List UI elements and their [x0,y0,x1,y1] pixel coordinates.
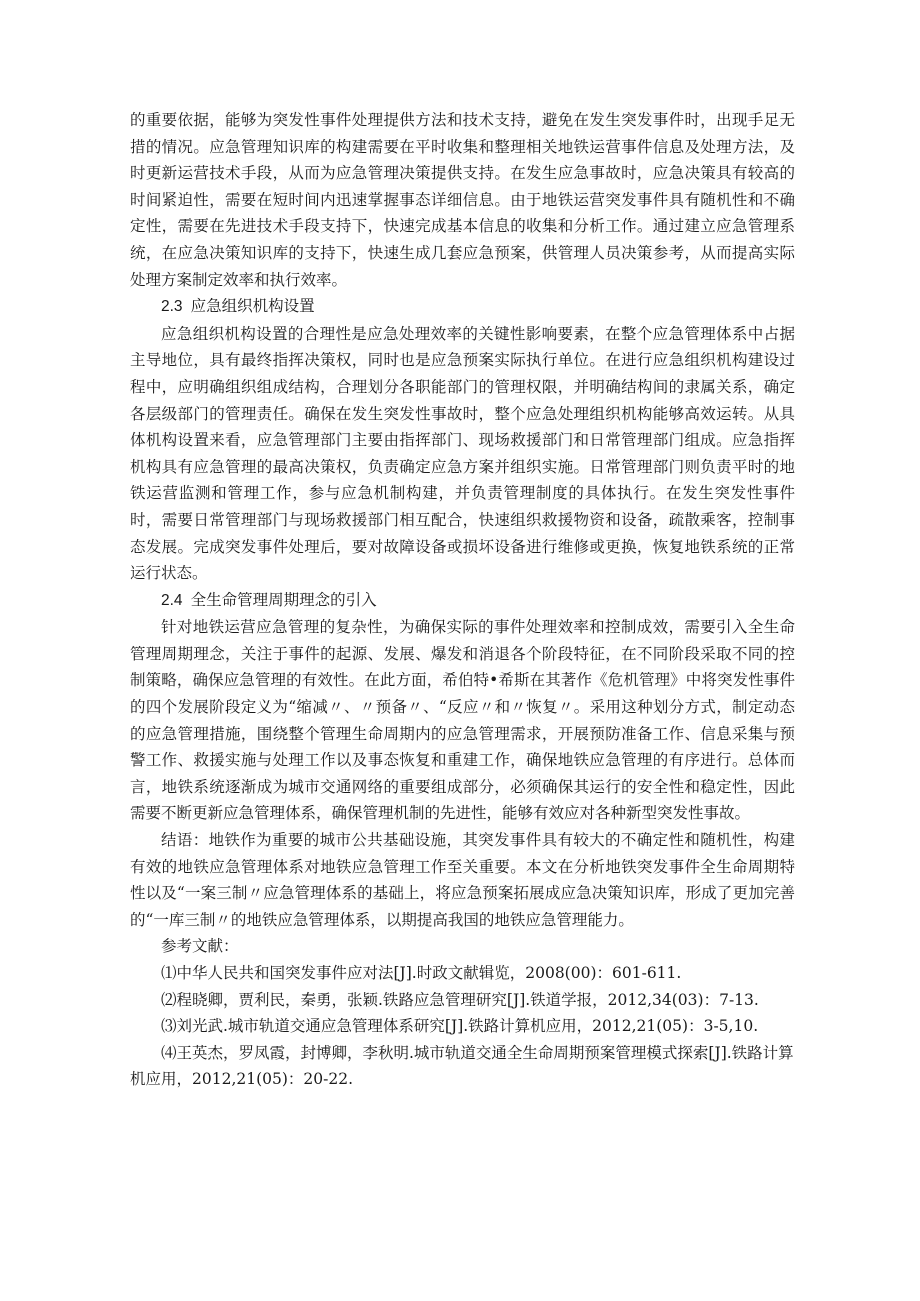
reference-list [130,960,795,1093]
section-2-4-body: 针对地铁运营应急管理的复杂性，为确保实际的事件处理效率和控制成效，需要引入全生命管理周期理念，关注于事件的起源、发展、爆发和消退各个阶段特征，在不同阶段采取不同的控制策略，确保应急管理的有效性。在此方面，希伯特•希斯在其著作《危机管理》中将突发性事件的四个发展阶段定义为“缩减〃、〃预备〃、“反应〃和〃恢复〃。采用这种划分方式，制定动态的应急管理措施，围绕整个管理生命周期内的应急管理需求，开展预防准备工作、信息采集与预警工作、救援实施与处理工作以及事态恢复和重建工作，确保地铁应急管理的有序进行。总体而言，地铁系统逐渐成为城市交通网络的重要组成部分，必须确保其运行的安全性和稳定性，因此需要不断更新应急管理体系，确保管理机制的先进性，能够有效应对各种新型突发性事故。 [130,618,795,823]
section-heading-2-4 [130,587,795,615]
section-title: 应急组织机构设置 [190,297,315,316]
section-title: 全生命管理周期理念的引入 [190,590,377,609]
reference-item: ⑶刘光武.城市轨道交通应急管理体系研究[J].铁路计算机应用，2012,21(05)：3-5,10. [161,1017,759,1036]
references-heading: 参考文献： [161,937,239,956]
reference-item: ⑴中华人民共和国突发事件应对法[J].时政文献辑览，2008(00)：601-611. [161,964,682,982]
section-2-3-body: 应急组织机构设置的合理性是应急处理效率的关键性影响要素，在整个应急管理体系中占据主导地位，具有最终指挥决策权，同时也是应急预案实际执行单位。在进行应急组织机构建设过程中，应明确组织组成结构，合理划分各职能部门的管理权限，并明确结构间的隶属关系，确定各层级部门的管理责任。确保在发生突发性事故时，整个应急处理组织机构能够高效运转。从具体机构设置来看，应急管理部门主要由指挥部门、现场救援部门和日常管理部门组成。应急指挥机构具有应急管理的最高决策权，负责确定应急方案并组织实施。日常管理部门则负责平时的地铁运营监测和管理工作，参与应急机制构建，并负责管理制度的具体执行。在发生突发性事件时，需要日常管理部门与现场救援部门相互配合，快速组织救援物资和设备，疏散乘客，控制事态发展。完成突发事件处理后，要对故障设备或损坏设备进行维修或更换，恢复地铁系统的正常运行状态。 [130,324,795,583]
section-number: 2.4 [161,591,183,609]
conclusion-paragraph: 结语：地铁作为重要的城市公共基础设施，其突发事件具有较大的不确定性和随机性，构建有效的地铁应急管理体系对地铁应急管理工作至关重要。本文在分析地铁突发事件全生命周期特性以及“一案三制〃应急管理体系的基础上，将应急预案拓展成应急决策知识库，形成了更加完善的“一库三制〃的地铁应急管理体系，以期提高我国的地铁应急管理能力。 [130,831,795,929]
section-number: 2.3 [161,298,183,316]
section-heading-2-3 [130,293,795,321]
intro-paragraph: 的重要依据，能够为突发性事件处理提供方法和技术支持，避免在发生突发事件时，出现手足无措的情况。应急管理知识库的构建需要在平时收集和整理相关地铁运营事件信息及处理方法，及时更新运营技术手段，从而为应急管理决策提供支持。在发生应急事故时，应急决策具有较高的时间紧迫性，需要在短时间内迅速掌握事态详细信息。由于地铁运营突发事件具有随机性和不确定性，需要在先进技术手段支持下，快速完成基本信息的收集和分析工作。通过建立应急管理系统，在应急决策知识库的支持下，快速生成几套应急预案，供管理人员决策参考，从而提高实际处理方案制定效率和执行效率。 [130,111,795,289]
reference-item: ⑵程晓卿，贾利民，秦勇，张颖.铁路应急管理研究[J].铁道学报，2012,34(03)：7-13. [161,990,759,1009]
reference-item: ⑷王英杰，罗凤霞，封博卿，李秋明.城市轨道交通全生命周期预案管理模式探索[J].铁路计算机应用，2012,21(05)：20-22. [130,1043,794,1089]
document-body [130,107,795,1093]
